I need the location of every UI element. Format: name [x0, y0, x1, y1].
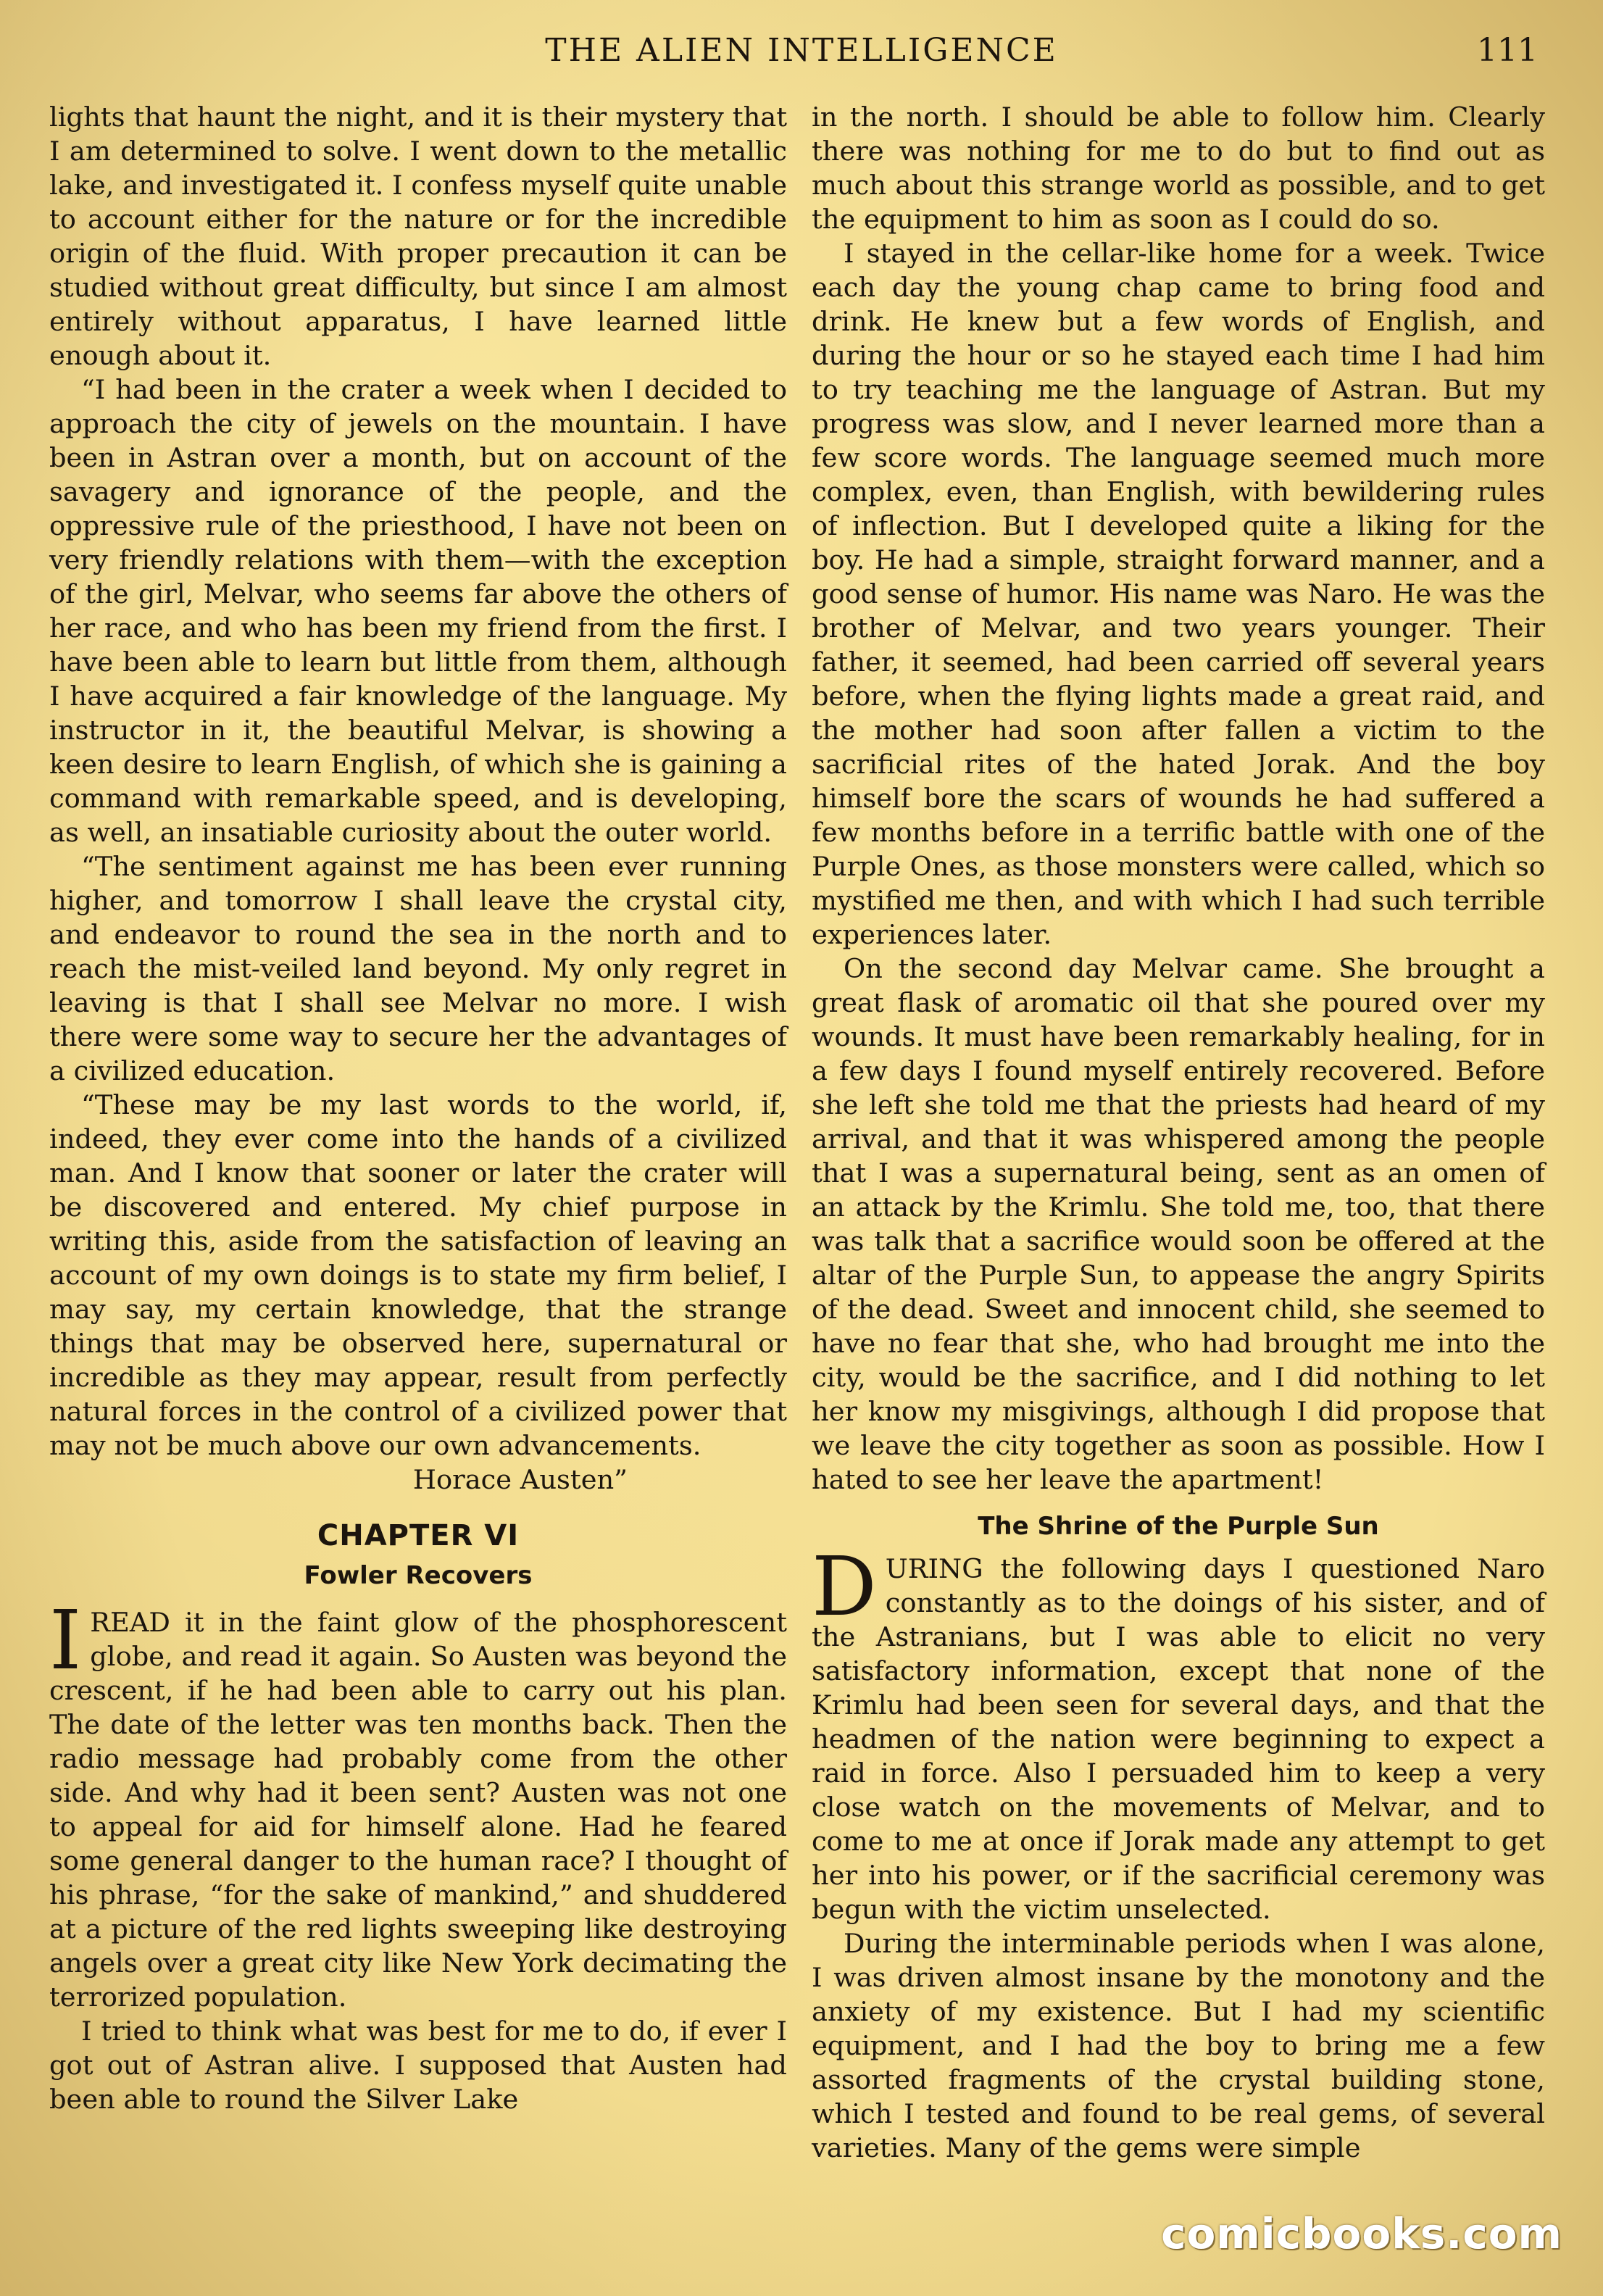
drop-cap: I — [49, 1594, 82, 1688]
section-opening-paragraph — [812, 1540, 1545, 1926]
paragraph: “I had been in the crater a week when I decided to approach the city of jewels on the mountain. I have been in Astran over a month, but on account of the savagery and ignorance of the people, and the oppressive rule of the priesthood, I have not been on very friendly relations with them—with the exception of the girl, Melvar, who seems far above the others of her race, and who has been my friend from the first. I have been able to learn but little from them, although I have acquired a fair knowledge of the language. My instructor in it, the beautiful Melvar, is showing a keen desire to learn English, of which she is gaining a command with remarkable speed, and is developing, as well, an insatiable curiosity about the outer world. — [49, 374, 787, 848]
chapter-number: CHAPTER VI — [317, 1519, 520, 1552]
chapter-title: Fowler Recovers — [304, 1561, 533, 1590]
paragraph: “These may be my last words to the world, if, indeed, they ever come into the hands of a civilized man. And I know that sooner or later the crater will be discovered and entered. My chief purpose in writing this, aside from the satisfaction of leaving an account of my own doings is to state my firm belief, I may say, my certain knowledge, that the strange things that may be observed here, supernatural or incredible as they may appear, result from perfectly natural forces in the control of a civilized power that may not be much above our own advancements. — [49, 1089, 787, 1461]
paragraph: I tried to think what was best for me to do, if ever I got out of Astran alive. I supposed that Austen had been able to round the Silver Lake — [49, 2016, 787, 2115]
watermark-logo: comicbooks.com — [1161, 2209, 1562, 2258]
paragraph: “The sentiment against me has been ever running higher, and tomorrow I shall leave the crystal city, and endeavor to round the sea in the north and to reach the mist-veiled land beyond. My only regret in leaving is that I shall see Melvar no more. I wish there were some way to secure her the advantages of a civilized education. — [49, 851, 787, 1086]
drop-cap: D — [812, 1540, 877, 1634]
chapter-opening-paragraph — [49, 1594, 787, 2014]
paragraph: in the north. I should be able to follow him. Clearly there was nothing for me to do but to find out as much about this strange world as possible, and to get the equipment to him as soon as I could do so. — [812, 101, 1545, 235]
page-header — [0, 32, 1603, 75]
paragraph: During the interminable periods when I was alone, I was driven almost insane by the monotony and the anxiety of my existence. But I had my scientific equipment, and I had the boy to bring me a few assorted fragments of the crystal building stone, which I tested and found to be real gems, of several varieties. Many of the gems were simple — [812, 1928, 1545, 2163]
paragraph: lights that haunt the night, and it is their mystery that I am determined to solve. I went down to the metallic lake, and investigated it. I confess myself quite unable to account either for the nature or for the incredible origin of the fluid. With proper precaution it can be studied without great difficulty, but since I am almost entirely without apparatus, I have learned little enough about it. — [49, 101, 787, 371]
left-column — [49, 100, 787, 2116]
page-number: 111 — [1477, 32, 1538, 69]
paragraph-text: URING the following days I questioned Naro constantly as to the doings of his sister, and of the Astranians, but I was able to elicit no very satisfactory information, except that none of the Krimlu had been seen for several days, and that the headmen of the nation were beginning to expect a raid in force. Also I persuaded him to keep a very close watch on the movements of Melvar, and to come to me at once if Jorak made any attempt to get her into his power, or if the sacrificial ceremony was begun with the victim unselected. — [812, 1553, 1545, 1925]
section-title: The Shrine of the Purple Sun — [978, 1512, 1379, 1541]
letter-signature: Horace Austen” — [412, 1464, 628, 1495]
paragraph: I stayed in the cellar-like home for a week. Twice each day the young chap came to bring food and drink. He knew but a few words of English, and during the hour or so he stayed each time I had him to try teaching me the language of Astran. But my progress was slow, and I never learned more than a few score words. The language seemed much more complex, even, than English, with bewildering rules of inflection. But I developed quite a liking for the boy. He had a simple, straight forward manner, and a good sense of humor. His name was Naro. He was the brother of Melvar, and two years younger. Their father, it seemed, had been carried off several years before, when the flying lights made a great raid, and the mother had soon after fallen a victim to the sacrificial rites of the hated Jorak. And the boy himself bore the scars of wounds he had suffered a few months before in a terrific battle with one of the Purple Ones, as those monsters were called, which so mystified me then, and with which I had such terrible experiences later. — [812, 238, 1545, 950]
running-title: THE ALIEN INTELLIGENCE — [545, 32, 1058, 69]
right-column — [812, 100, 1545, 2165]
paragraph: On the second day Melvar came. She brought a great flask of aromatic oil that she poured over my wounds. It must have been remarkably healing, for in a few days I found myself entirely recovered. Before she left she told me that the priests had heard of my arrival, and that it was whispered among the people that I was a supernatural being, sent as an omen of an attack by the Krimlu. She told me, too, that there was talk that a sacrifice would soon be offered at the altar of the Purple Sun, to appease the angry Spirits of the dead. Sweet and innocent child, she seemed to have no fear that she, who had brought me into the city, would be the sacrifice, and I did nothing to let her know my misgivings, although I did propose that we leave the city together as soon as possible. How I hated to see her leave the apartment! — [812, 953, 1545, 1495]
paragraph-text: READ it in the faint glow of the phosphorescent globe, and read it again. So Austen was beyond the crescent, if he had been able to carry out his plan. The date of the letter was ten months back. Then the radio message had probably come from the other side. And why had it been sent? Austen was not one to appeal for aid for himself alone. Had he feared some general danger to the human race? I thought of his phrase, “for the sake of mankind,” and shuddered at a picture of the red lights sweeping like destroying angels over a great city like New York decimating the terrorized population. — [49, 1607, 787, 2013]
